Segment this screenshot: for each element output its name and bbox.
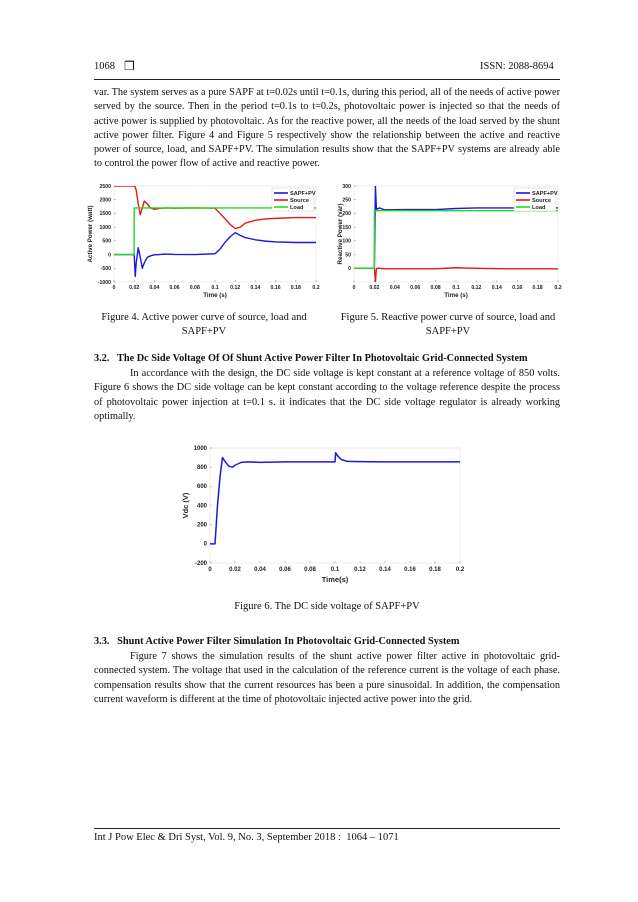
x-tick-label: 0 — [352, 285, 356, 291]
y-tick-label: 0 — [348, 266, 351, 273]
issn: ISSN: 2088-8694 — [480, 61, 554, 72]
x-tick-label: 0.18 — [532, 285, 543, 291]
x-tick-label: 0.14 — [250, 285, 261, 291]
paragraph-1: var. The system serves as a pure SAPF at t=0.02s until t=0.1s, during this period, all of the needs of active power served by the source. Then in the period t=0.1s to t=0.2s, photovoltaic power is injected so that the needs of active power is supplied by photovoltaic. As for the reactive power, all the needs of the load served by the shunt active power filter. Figure 4 and Figure 5 respectively show the relationship between the active and reactive power of source, load, and SAPF+PV. The simulation results show that the SAPF+PV systems are already able to control the power flow of active and reactive power. — [94, 87, 560, 170]
x-tick-label: 0.08 — [304, 567, 316, 573]
x-tick-label: 0.2 — [312, 285, 320, 291]
paragraph-3: Figure 7 shows the simulation results of the shunt active power filter active in photovoltaic grid-connected system. The voltage that used in the calculation of the reference current is the voltage of each phase. compensation results show that the current resources has been a pure sinusoidal. In addition, the compensation current waveform is different at the time of photovoltaic injected active power into the grid. — [94, 651, 560, 705]
figure-6-caption: Figure 6. The DC side voltage of SAPF+PV — [234, 601, 420, 612]
figure-4-caption: Figure 4. Active power curve of source, load and SAPF+PV — [101, 312, 307, 337]
x-tick-label: 0.02 — [369, 285, 380, 291]
x-tick-label: 0.04 — [389, 285, 400, 291]
x-tick-label: 0.14 — [379, 567, 391, 573]
header-rule — [94, 79, 560, 80]
y-tick-label: -500 — [100, 266, 111, 273]
y-tick-label: 150 — [342, 224, 351, 231]
y-tick-label: 200 — [196, 522, 207, 529]
page-number: 1068 — [94, 61, 115, 72]
y-tick-label: 300 — [342, 183, 351, 190]
x-tick-label: 0.18 — [290, 285, 301, 291]
x-tick-label: 0.04 — [254, 567, 266, 573]
x-tick-label: 0.06 — [169, 285, 180, 291]
figure-5-caption: Figure 5. Reactive power curve of source, load and SAPF+PV — [340, 312, 556, 337]
legend-label: Source — [290, 198, 309, 204]
y-tick-label: 2000 — [99, 197, 111, 204]
x-tick-label: 0.12 — [354, 567, 366, 573]
y-tick-label: 200 — [342, 211, 351, 218]
legend-label: SAPF+PV — [532, 191, 558, 197]
figure-6-chart — [170, 440, 470, 588]
x-tick-label: 0.08 — [430, 285, 441, 291]
y-tick-label: 400 — [196, 503, 207, 510]
footer-rule — [94, 828, 560, 829]
x-tick-label: 0.06 — [279, 567, 291, 573]
y-tick-label: -200 — [194, 560, 207, 567]
x-tick-label: 0.06 — [410, 285, 421, 291]
figure-4-chart — [86, 178, 324, 302]
y-tick-label: 1000 — [193, 445, 207, 452]
x-tick-label: 0.12 — [471, 285, 482, 291]
section-3-2-title: 3.2. The Dc Side Voltage Of Of Shunt Active Power Filter In Photovoltaic Grid-Connected System — [94, 353, 528, 364]
x-tick-label: 0.02 — [229, 567, 241, 573]
x-tick-label: 0.12 — [230, 285, 241, 291]
x-axis-label: Time (s) — [444, 292, 468, 299]
y-tick-label: 2500 — [99, 183, 111, 190]
x-tick-label: 0.08 — [189, 285, 200, 291]
y-tick-label: 600 — [196, 484, 207, 491]
x-tick-label: 0 — [112, 285, 116, 291]
y-tick-label: 0 — [108, 252, 111, 259]
y-tick-label: 800 — [196, 464, 207, 471]
x-tick-label: 0.14 — [491, 285, 502, 291]
y-tick-label: 250 — [342, 197, 351, 204]
y-tick-label: 100 — [342, 238, 351, 245]
y-axis-label: Active Power (watt) — [87, 205, 94, 263]
y-axis-label: Vdc (V) — [181, 492, 190, 519]
plot-frame — [210, 448, 460, 563]
y-tick-label: -1000 — [97, 279, 111, 286]
x-tick-label: 0.2 — [455, 567, 465, 573]
y-tick-label: 50 — [345, 252, 351, 259]
footer-citation: Int J Pow Elec & Dri Syst, Vol. 9, No. 3, September 2018 : 1064 – 1071 — [94, 832, 399, 843]
y-tick-label: 500 — [102, 238, 111, 245]
paragraph-2: In accordance with the design, the DC side voltage is kept constant at a reference voltage of 850 volts. Figure 6 shows the DC side voltage can be kept constant according to the voltage reference despite the process of photovoltaic power injection at t=0.1 s. it indicates that the DC side voltage regulator is already working optimally. — [94, 368, 560, 422]
y-axis-label: Reactive Power (var) — [337, 203, 344, 265]
x-tick-label: 0.16 — [404, 567, 416, 573]
y-tick-label: 1500 — [99, 211, 111, 218]
y-tick-label: 1000 — [99, 224, 111, 231]
x-axis-label: Time(s) — [321, 575, 349, 584]
x-tick-label: 0.16 — [512, 285, 523, 291]
section-3-3-title: 3.3. Shunt Active Power Filter Simulation In Photovoltaic Grid-Connected System — [94, 636, 460, 647]
legend-label: Load — [532, 205, 546, 211]
x-tick-label: 0 — [208, 567, 212, 573]
legend-label: Source — [532, 198, 551, 204]
x-tick-label: 0.2 — [554, 285, 562, 291]
x-tick-label: 0.18 — [429, 567, 441, 573]
box-icon: ❒ — [124, 59, 135, 73]
y-tick-label: 0 — [203, 541, 207, 548]
x-tick-label: 0.02 — [129, 285, 140, 291]
figure-5-chart — [336, 178, 566, 302]
legend-label: Load — [290, 205, 304, 211]
legend-label: SAPF+PV — [290, 191, 316, 197]
x-tick-label: 0.04 — [149, 285, 160, 291]
x-axis-label: Time (s) — [203, 292, 227, 299]
x-tick-label: 0.1 — [330, 567, 340, 573]
x-tick-label: 0.16 — [270, 285, 281, 291]
x-tick-label: 0.1 — [452, 285, 460, 291]
x-tick-label: 0.1 — [211, 285, 219, 291]
